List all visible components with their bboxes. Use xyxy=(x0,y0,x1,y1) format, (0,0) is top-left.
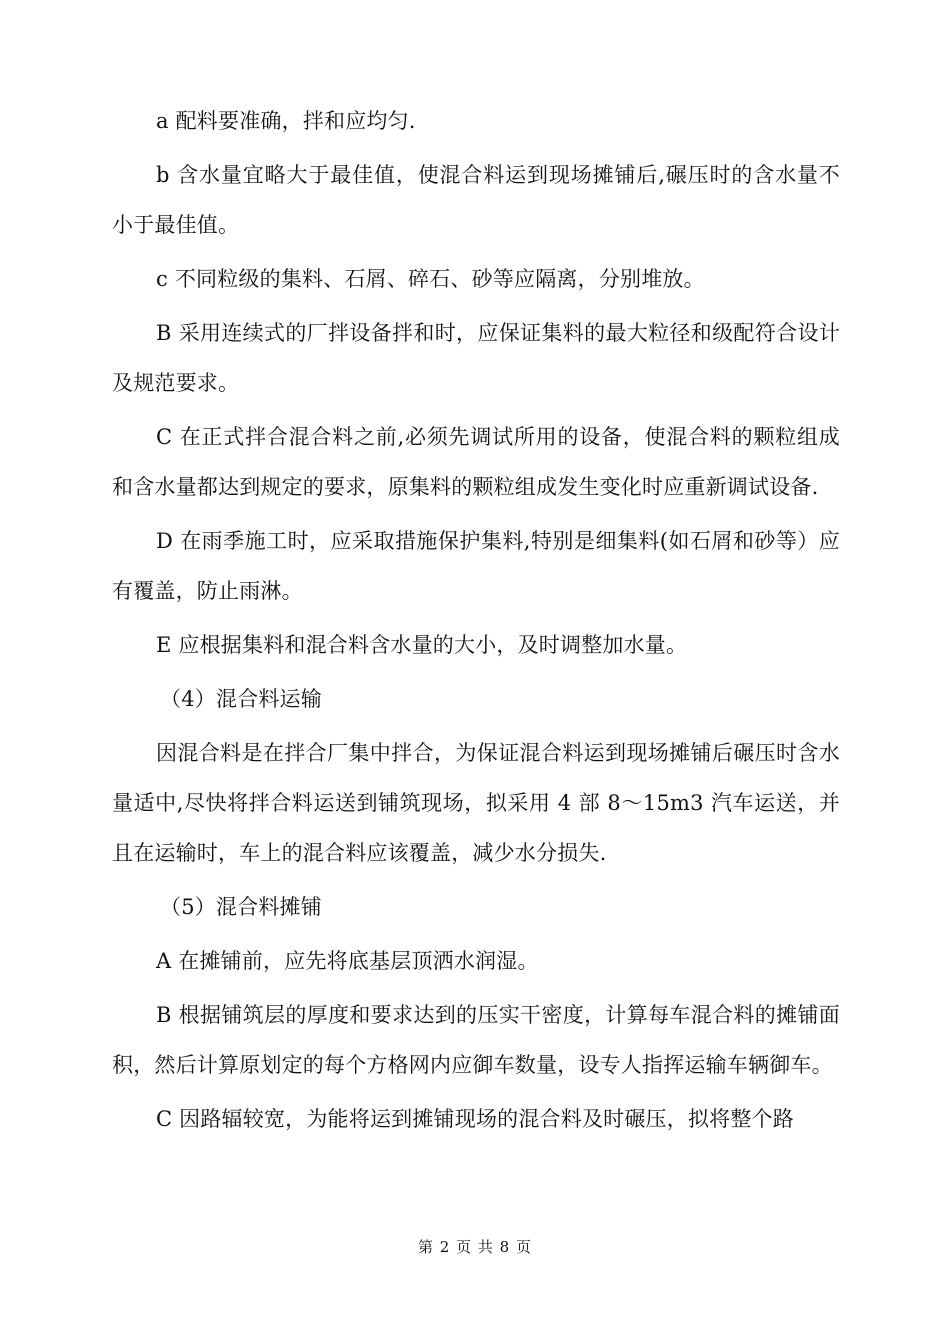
paragraph-paving-C: C 因路辐较宽，为能将运到摊铺现场的混合料及时碾压，拟将整个路 xyxy=(156,1107,794,1131)
paragraph-E: E 应根据集料和混合料含水量的大小，及时调整加水量。 xyxy=(156,633,688,657)
paragraph-B: B 采用连续式的厂拌设备拌和时，应保证集料的最大粒径和级配符合设计及规范要求。 xyxy=(112,321,840,395)
paragraph-c: c 不同粒级的集料、石屑、碎石、砂等应隔离，分别堆放。 xyxy=(156,267,705,291)
section-heading-4: （4）混合料运输 xyxy=(160,687,322,711)
paragraph-b: b 含水量宜略大于最佳值，使混合料运到现场摊铺后,碾压时的含水量不小于最佳值。 xyxy=(112,163,840,237)
paragraph-C: C 在正式拌合混合料之前,必须先调试所用的设备，使混合料的颗粒组成和含水量都达到规定的要求，原集料的颗粒组成发生变化时应重新调试设备. xyxy=(112,425,840,499)
paragraph-a: a 配料要准确，拌和应均匀. xyxy=(156,109,416,133)
section-heading-5: （5）混合料摊铺 xyxy=(160,895,322,919)
paragraph-paving-A: A 在摊铺前，应先将底基层顶洒水润湿。 xyxy=(156,949,539,973)
paragraph-D: D 在雨季施工时，应采取措施保护集料,特别是细集料(如石屑和砂等）应有覆盖，防止雨淋。 xyxy=(112,529,840,603)
paragraph-transport: 因混合料是在拌合厂集中拌合，为保证混合料运到现场摊铺后碾压时含水量适中,尽快将拌合料运送到铺筑现场，拟采用 4 部 8～15m3 汽车运送，并且在运输时，车上的混合料应该覆盖，减少水分损失. xyxy=(112,741,840,865)
body-text xyxy=(112,96,840,1148)
page-footer: 第 2 页 共 8 页 xyxy=(418,1238,532,1256)
paragraph-paving-B: B 根据铺筑层的厚度和要求达到的压实干密度，计算每车混合料的摊铺面积，然后计算原划定的每个方格网内应御车数量，设专人指挥运输车辆御车。 xyxy=(112,1003,840,1077)
